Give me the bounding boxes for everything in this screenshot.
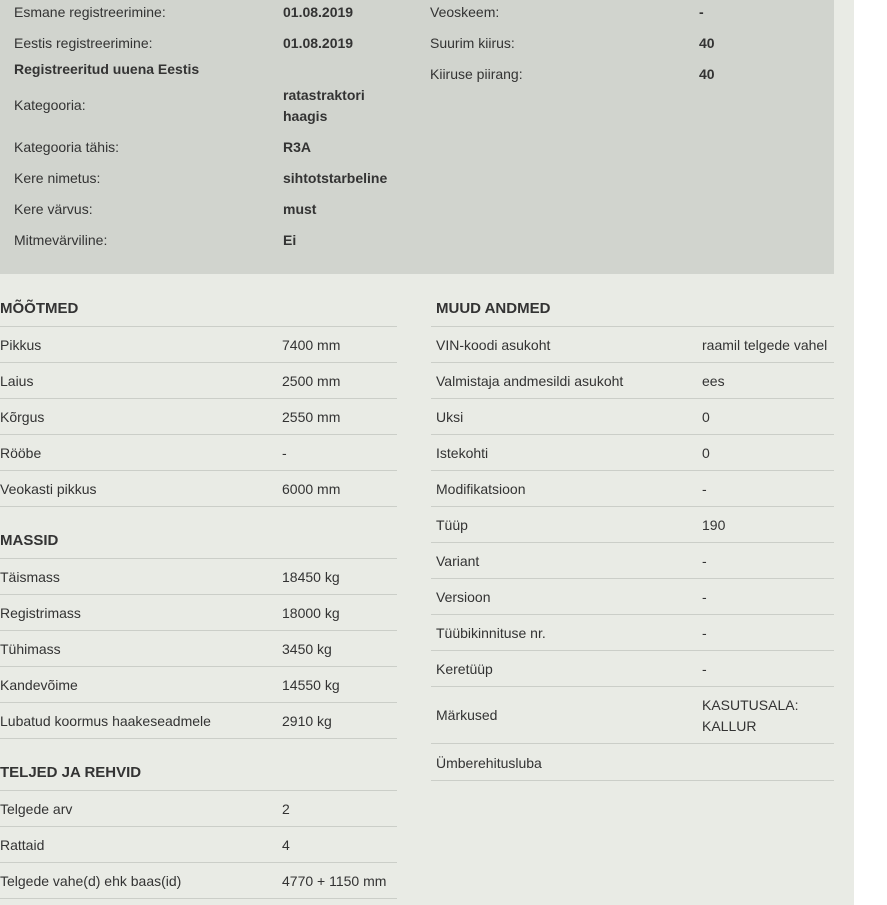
type-label: Tüüp xyxy=(436,517,468,533)
speed-limit-value: 40 xyxy=(699,66,715,82)
manufacturer-plate-location-label: Valmistaja andmesildi asukoht xyxy=(436,373,624,389)
wheelbase-label: Telgede vahe(d) ehk baas(id) xyxy=(0,873,182,889)
coupling-load-value: 2910 kg xyxy=(282,713,332,729)
width-label: Laius xyxy=(0,373,34,389)
manufacturer-plate-location-value: ees xyxy=(702,373,725,389)
gross-mass-label: Täismass xyxy=(0,569,60,585)
row-divider xyxy=(0,594,397,595)
estonia-registration-value: 01.08.2019 xyxy=(283,35,354,51)
body-color-label: Kere värvus: xyxy=(14,201,93,217)
gross-mass-value: 18450 kg xyxy=(282,569,340,585)
row-divider xyxy=(431,650,834,651)
speed-limit-label: Kiiruse piirang: xyxy=(430,66,523,82)
row-divider xyxy=(0,398,397,399)
variant-label: Variant xyxy=(436,553,480,569)
row-divider xyxy=(431,686,834,687)
doors-value: 0 xyxy=(702,409,710,425)
row-divider xyxy=(0,898,397,899)
row-divider xyxy=(431,614,834,615)
row-divider xyxy=(0,666,397,667)
body-name-label: Kere nimetus: xyxy=(14,170,101,186)
vin-location-value: raamil telgede vahel xyxy=(702,337,828,353)
variant-value: - xyxy=(702,553,707,569)
masses-divider xyxy=(0,558,397,559)
body-color-value: must xyxy=(283,201,317,217)
row-divider xyxy=(431,470,834,471)
track-value: - xyxy=(282,445,287,461)
type-approval-number-label: Tüübikinnituse nr. xyxy=(436,625,546,641)
category-value: ratastraktori haagis xyxy=(283,87,365,124)
cargo-box-length-value: 6000 mm xyxy=(282,481,341,497)
wheelbase-value: 4770 + 1150 mm xyxy=(282,873,387,889)
body-type-label: Keretüüp xyxy=(436,661,493,677)
other-data-heading: MUUD ANDMED xyxy=(436,300,551,317)
masses-heading: MASSID xyxy=(0,532,59,549)
row-divider xyxy=(0,702,397,703)
modification-value: - xyxy=(702,481,707,497)
dimensions-divider xyxy=(0,326,397,327)
coupling-load-label: Lubatud koormus haakeseadmele xyxy=(0,713,211,729)
row-divider xyxy=(0,826,397,827)
row-divider xyxy=(0,362,397,363)
row-divider xyxy=(0,470,397,471)
category-code-value: R3A xyxy=(283,139,312,155)
axle-count-label: Telgede arv xyxy=(0,801,73,817)
row-divider xyxy=(431,780,834,781)
vin-location-label: VIN-koodi asukoht xyxy=(436,337,551,353)
rebuild-permit-label: Ümberehitusluba xyxy=(436,755,542,771)
row-divider xyxy=(431,743,834,744)
multicolor-label: Mitmevärviline: xyxy=(14,232,108,248)
first-registration-value: 01.08.2019 xyxy=(283,4,354,20)
width-value: 2500 mm xyxy=(282,373,341,389)
payload-label: Kandevõime xyxy=(0,677,78,693)
type-value: 190 xyxy=(702,517,726,533)
max-speed-label: Suurim kiirus: xyxy=(430,35,515,51)
track-label: Rööbe xyxy=(0,445,42,461)
axles-divider xyxy=(0,790,397,791)
row-divider xyxy=(0,862,397,863)
type-approval-number-value: - xyxy=(702,625,707,641)
empty-mass-value: 3450 kg xyxy=(282,641,332,657)
row-divider xyxy=(431,506,834,507)
row-divider xyxy=(431,578,834,579)
length-label: Pikkus xyxy=(0,337,42,353)
row-divider xyxy=(431,398,834,399)
registered-new-note: Registreeritud uuena Eestis xyxy=(14,61,200,77)
row-divider xyxy=(431,362,834,363)
length-value: 7400 mm xyxy=(282,337,341,353)
cargo-box-length-label: Veokasti pikkus xyxy=(0,481,97,497)
axle-count-value: 2 xyxy=(282,801,290,817)
remarks-value: KASUTUSALA: KALLUR xyxy=(702,697,799,734)
version-label: Versioon xyxy=(436,589,491,605)
drive-scheme-value: - xyxy=(699,4,704,20)
row-divider xyxy=(431,542,834,543)
first-registration-label: Esmane registreerimine: xyxy=(14,4,166,20)
doors-label: Uksi xyxy=(436,409,464,425)
body-type-value: - xyxy=(702,661,707,677)
category-code-label: Kategooria tähis: xyxy=(14,139,120,155)
payload-value: 14550 kg xyxy=(282,677,340,693)
multicolor-value: Ei xyxy=(283,232,297,248)
axles-heading: TELJED JA REHVID xyxy=(0,764,142,781)
row-divider xyxy=(0,506,397,507)
registered-mass-label: Registrimass xyxy=(0,605,81,621)
height-value: 2550 mm xyxy=(282,409,341,425)
modification-label: Modifikatsioon xyxy=(436,481,526,497)
estonia-registration-label: Eestis registreerimine: xyxy=(14,35,153,51)
category-label: Kategooria: xyxy=(14,97,86,113)
wheels-value: 4 xyxy=(282,837,290,853)
body-name-value: sihtotstarbeline xyxy=(283,170,388,186)
wheels-label: Rattaid xyxy=(0,837,45,853)
remarks-label: Märkused xyxy=(436,707,498,723)
max-speed-value: 40 xyxy=(699,35,715,51)
row-divider xyxy=(0,434,397,435)
row-divider xyxy=(431,434,834,435)
registered-mass-value: 18000 kg xyxy=(282,605,340,621)
empty-mass-label: Tühimass xyxy=(0,641,61,657)
height-label: Kõrgus xyxy=(0,409,45,425)
seats-label: Istekohti xyxy=(436,445,489,461)
row-divider xyxy=(0,738,397,739)
version-value: - xyxy=(702,589,707,605)
dimensions-heading: MÕÕTMED xyxy=(0,300,79,317)
other-data-divider xyxy=(431,326,834,327)
drive-scheme-label: Veoskeem: xyxy=(430,4,500,20)
row-divider xyxy=(0,630,397,631)
seats-value: 0 xyxy=(702,445,710,461)
